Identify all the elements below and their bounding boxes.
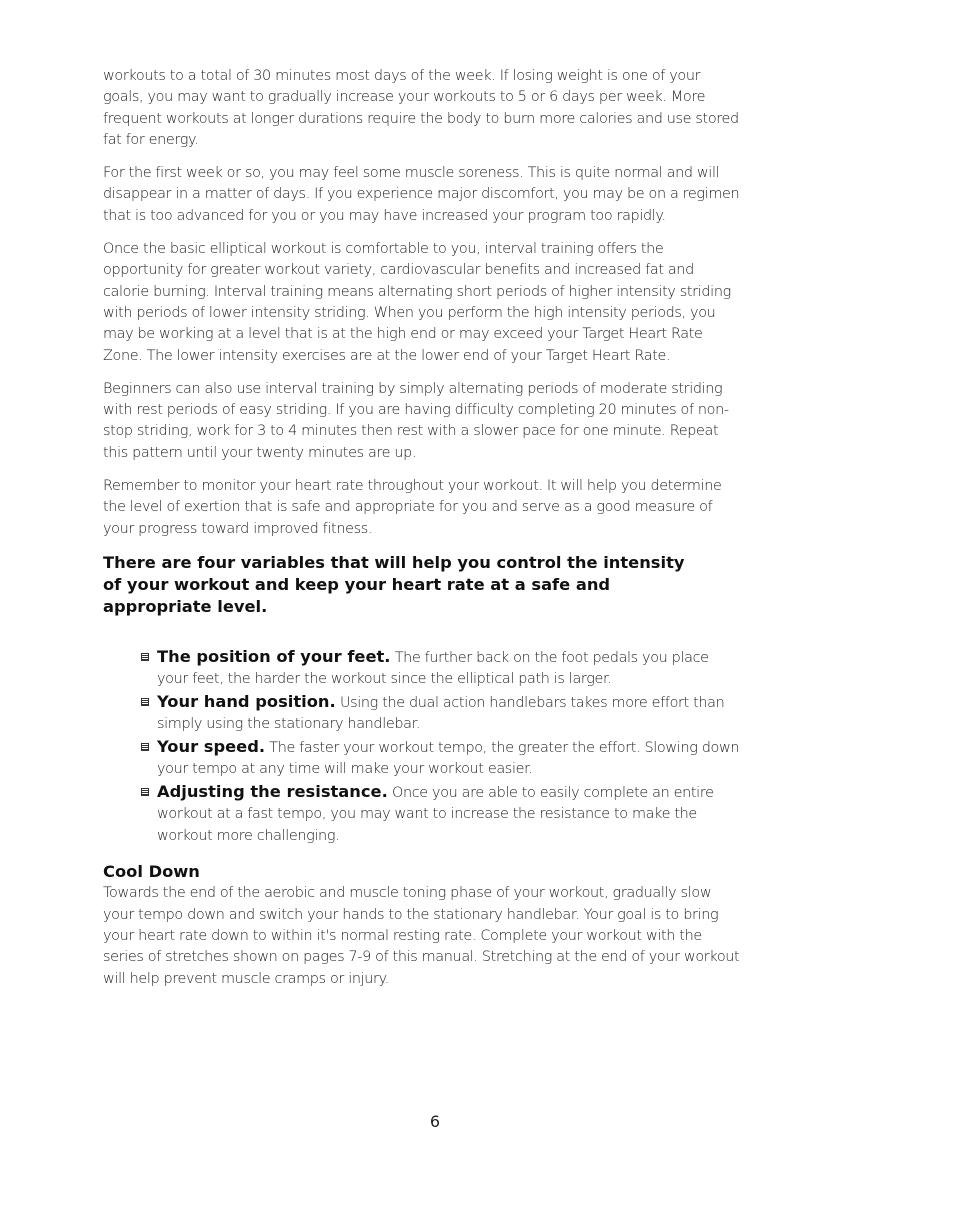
list-item — [141, 781, 743, 848]
paragraph-beginners: Beginners can also use interval training by simply alternating periods of moderate striding with rest periods of easy striding. If you are having difficulty completing 20 minutes of non-stop striding, work for 3 to 4 minutes then rest with a slower pace for one minute. Repeat this pattern until your twenty minutes are up. — [103, 380, 729, 461]
list-item — [141, 691, 743, 736]
cool-down-heading: Cool Down — [103, 862, 200, 882]
bullet-title: Adjusting the resistance. — [157, 781, 388, 801]
bullet-title: Your hand position. — [157, 691, 336, 711]
paragraph-workout-duration: workouts to a total of 30 minutes most days of the week. If losing weight is one of your goals, you may want to gradually increase your workouts to 5 or 6 days per week. More frequent workouts at longer durations require the body to burn more calories and use stored fat for energy. — [103, 68, 739, 148]
page-number: 6 — [429, 1112, 441, 1131]
square-bullet-icon — [141, 788, 149, 796]
square-bullet-icon — [141, 743, 149, 751]
list-item — [141, 646, 743, 691]
bullet-title: The position of your feet. — [157, 646, 391, 666]
paragraph-muscle-soreness: For the first week or so, you may feel some muscle soreness. This is quite normal and will disappear in a matter of days. If you experience major discomfort, you may be on a regimen that is too advanced for you or you may have increased your program too rapidly. — [103, 165, 740, 224]
square-bullet-icon — [141, 698, 149, 706]
bullet-text: The faster your workout tempo, the greater the effort. Slowing down your tempo at any time will make your workout easier. — [157, 739, 740, 778]
variables-list — [103, 646, 743, 848]
cool-down-paragraph: Towards the end of the aerobic and muscle toning phase of your workout, gradually slow your tempo down and switch your hands to the stationary handlebar. Your goal is to bring your heart rate down to within it's normal resting rate. Complete your workout with the series of stretches shown on pages 7-9 of this manual. Stretching at the end of your workout will help prevent muscle cramps or injury. — [103, 885, 740, 987]
paragraph-interval-training: Once the basic elliptical workout is comfortable to you, interval training offers the opportunity for greater workout variety, cardiovascular benefits and increased fat and calorie burning. Interval training means alternating short periods of higher intensity striding with periods of lower intensity striding. When you perform the high intensity periods, you may be working at a level that is at the high end or may exceed your Target Heart Rate Zone. The lower intensity exercises are at the lower end of your Target Heart Rate. — [103, 241, 731, 364]
paragraph-heart-rate-monitor: Remember to monitor your heart rate throughout your workout. It will help you determine the level of exertion that is safe and appropriate for you and serve as a good measure of your progress toward improved fitness. — [103, 478, 722, 537]
document-body — [103, 66, 743, 1002]
bullet-title: Your speed. — [157, 736, 266, 756]
variables-heading: There are four variables that will help you control the intensity of your workout and keep your heart rate at a safe and appropriate level. — [103, 552, 685, 616]
square-bullet-icon — [141, 653, 149, 661]
bullet-text: The further back on the foot pedals you place your feet, the harder the workout since the elliptical path is larger. — [157, 649, 709, 688]
bullet-text: Once you are able to easily complete an entire workout at a fast tempo, you may want to increase the resistance to make the workout more challenging. — [157, 784, 714, 844]
bullet-text: Using the dual action handlebars takes more effort than simply using the stationary handlebar. — [157, 694, 725, 733]
list-item — [141, 736, 743, 781]
